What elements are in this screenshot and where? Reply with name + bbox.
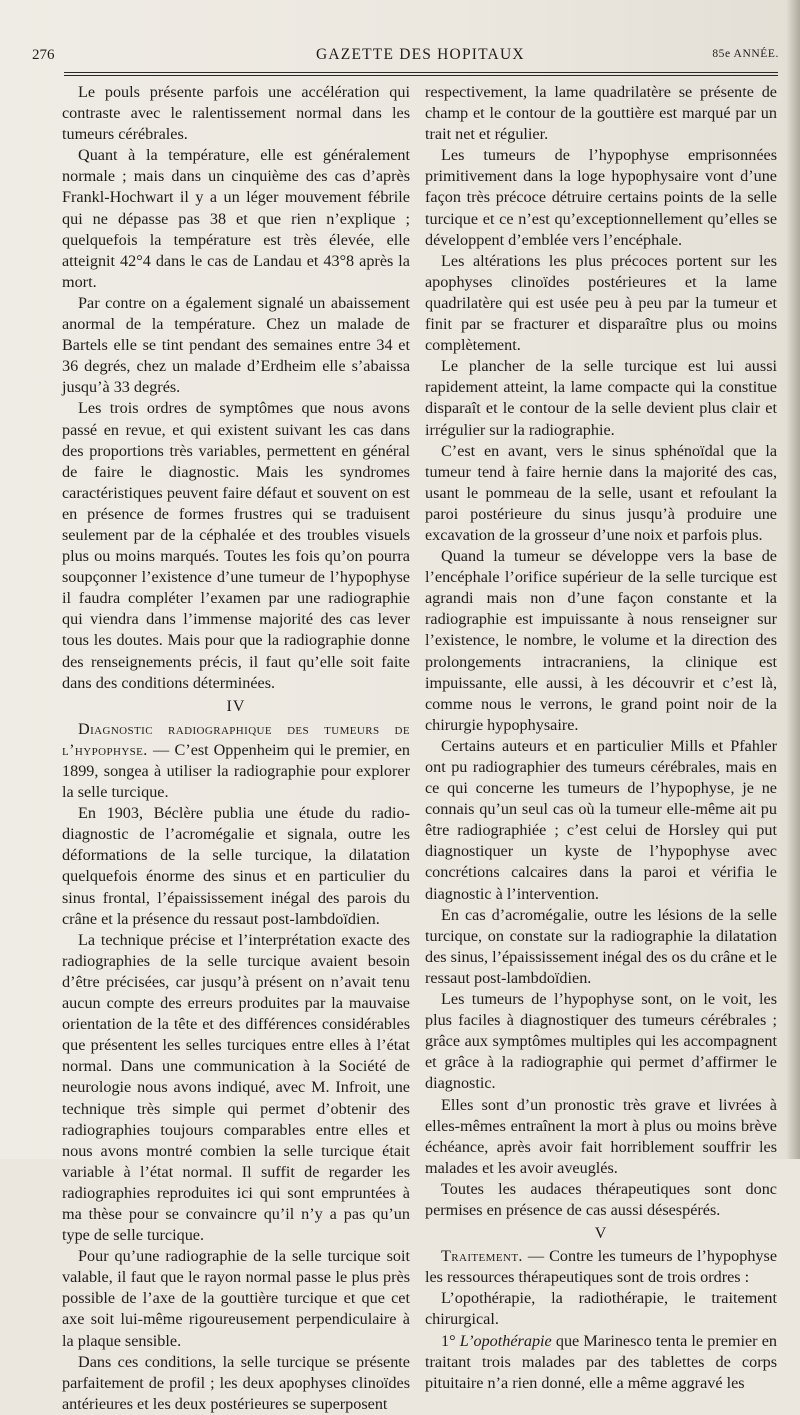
- section-number: IV: [226, 697, 246, 715]
- section-text: Contre les tumeurs de l’hypophyse les ressources thérapeutiques sont de trois ordres :: [425, 1247, 778, 1287]
- list-item: [425, 1331, 777, 1394]
- header-rule-bottom: [64, 75, 778, 76]
- item-prefix: 1°: [441, 1331, 460, 1350]
- paragraph: En cas d’acromégalie, outre les lésions de la selle turcique, on constate sur la radiographie la dilatation des sinus, l’épaississement inégal des os du crâne et le ressaut post-lambdoïdien.: [425, 905, 777, 987]
- journal-title: GAZETTE DES HOPITAUX: [316, 46, 525, 63]
- paragraph: respectivement, la lame quadrilatère se présente de champ et le contour de la gouttière est marqué par un trait net et régulier.: [425, 83, 777, 144]
- section-number: V: [594, 1225, 608, 1243]
- right-column: [425, 82, 777, 1394]
- paragraph: C’est en avant, vers le sinus sphénoïdal que la tumeur tend à faire hernie dans la majorité des cas, usant le pommeau de la selle, usant et refoulant la paroi postérieure du sinus jusqu’à produire une excavation de la grosseur d’une noix et parfois plus.: [425, 441, 777, 544]
- page-number: 276: [32, 47, 55, 63]
- paragraph: Le plancher de la selle turcique est lui aussi rapidement atteint, la lame compacte qui la constitue disparaît et le contour de la selle devient plus clair et irrégulier sur la radiographie.: [425, 357, 777, 439]
- item-text: que Marinesco tenta le premier en traitant trois malades par des tablettes de corps pituitaire n’a rien donné, elle a même aggravé les: [425, 1331, 777, 1392]
- paragraph: Certains auteurs et en particulier Mills et Pfahler ont pu radiographier des tumeurs cérébrales, mais en ce qui concerne les tumeurs de l’hypophyse, je ne connais qu’un seul cas où la tumeur elle-même ait pu être radiographiée ; c’est celui de Horsley qui put diagnostiquer un kyste de l’hypophyse avec concrétions calcaires dans la paroi et vérifia le diagnostic à l’intervention.: [425, 736, 777, 903]
- header-rule-top: [64, 72, 778, 73]
- paragraph: Quand la tumeur se développe vers la base de l’encéphale l’orifice supérieur de la selle turcique est agrandi mais non d’une façon constante et la radiographie est impuissante à nous renseigner sur l’existence, le nombre, le volume et la direction des prolongements intracraniens, la clinique est impuissante, elle aussi, à les découvrir et c’est là, comme nous le verrons, le grand point noir de la chirurgie hypophysaire.: [425, 547, 777, 734]
- paragraph: Toutes les audaces thérapeutiques sont donc permises en présence de cas aussi désespérés.: [425, 1179, 777, 1219]
- section-heading: Diagnostic radiographique des tumeurs de l’hypophyse. —: [62, 719, 410, 759]
- paragraph: En 1903, Béclère publia une étude du radio-diagnostic de l’acromégalie et signala, outre les déformations de la selle turcique, la dilatation quelquefois énorme des sinus et en particulier du sinus frontal, l’épaississement inégal des parois du crâne et la présence du ressaut post-lambdoïdien.: [62, 804, 410, 928]
- paragraph: L’opothérapie, la radiothérapie, le traitement chirurgical.: [425, 1289, 777, 1329]
- paragraph: Les tumeurs de l’hypophyse emprisonnées primitivement dans la loge hypophysaire vont d’une façon très précoce détruire certains points de la selle turcique et ce n’est qu’exceptionnellement qu’elles se développent d’emblée vers l’encéphale.: [425, 146, 777, 249]
- paragraph: Quant à la température, elle est généralement normale ; mais dans un cinquième des cas d’après Frankl-Hochwart il y a un léger mouvement fébrile qui ne dépasse pas 38 et que rien n’explique ; quelquefois la température est très élevée, elle atteignit 42°4 dans le cas de Landau et 43°8 après la mort.: [62, 146, 410, 291]
- paragraph: Le pouls présente parfois une accélération qui contraste avec le ralentissement normal dans les tumeurs cérébrales.: [62, 83, 410, 144]
- paragraph: Les tumeurs de l’hypophyse sont, on le voit, les plus faciles à diagnostiquer des tumeurs cérébrales ; grâce aux symptômes multiples qui les accompagnent et grâce à la radiographie qui permet d’affirmer le diagnostic.: [425, 990, 777, 1093]
- paragraph: Pour qu’une radiographie de la selle turcique soit valable, il faut que le rayon normal passe le plus près possible de l’axe de la gouttière turcique et que cet axe soit lui-même rigoureusement perpendiculaire à la plaque sensible.: [62, 1247, 410, 1350]
- section-text: C’est Oppenheim qui le premier, en 1899, songea à utiliser la radiographie pour explorer la selle turcique.: [62, 740, 410, 802]
- paragraph: Dans ces conditions, la selle turcique se présente parfaitement de profil ; les deux apophyses clinoïdes antérieures et les deux postérieures se superposent: [62, 1352, 410, 1413]
- section-heading-paragraph: [425, 1246, 777, 1288]
- paragraph: Les trois ordres de symptômes que nous avons passé en revue, et qui existent suivant les cas dans des proportions très variables, permettent en général de faire le diagnostic. Mais les syndromes caractéristiques peuvent faire défaut et souvent on est en présence de formes frustres qui se traduisent seulement par de la céphalée et des troubles visuels plus ou moins marqués. Toutes les fois qu’on pourra soupçonner l’existence d’une tumeur de l’hypophyse il faudra compléter l’examen par une radiographie qui viendra dans l’immense majorité des cas lever tous les doutes. Mais pour que la radiographie donne des renseignements précis, il faut qu’elle soit faite dans des conditions déterminées.: [62, 399, 410, 692]
- left-column: [62, 82, 410, 1415]
- paragraph: Les altérations les plus précoces portent sur les apophyses clinoïdes postérieures et la lame quadrilatère qui est usée peu à peu par la tumeur et finit par se fracturer et disparaître plus ou moins complètement.: [425, 251, 777, 355]
- running-header: [30, 44, 785, 68]
- paragraph: La technique précise et l’interprétation exacte des radiographies de la selle turcique avaient besoin d’être précisées, car jusqu’à présent on n’avait tenu aucun compte des erreurs produites par la mauvaise orientation de la tête et des différences considérables que présentent les selles turciques entre elles à l’état normal. Dans une communication à la Société de neurologie nous avons indiqué, avec M. Infroit, une technique très simple qui permet d’obtenir des radiographies toujours comparables entre elles et nous avons montré combien la selle turcique était variable à l’état normal. Il suffit de regarder les radiographies reproduites ici qui sont empruntées à ma thèse pour se convaincre qu’il n’y a pas qu’un type de selle turcique.: [62, 930, 410, 1245]
- page-edge-shadow: [786, 0, 800, 1159]
- issue-year: 85e ANNÉE.: [712, 48, 779, 60]
- section-heading-paragraph: [62, 719, 410, 803]
- paragraph: Par contre on a également signalé un abaissement anormal de la température. Chez un malade de Bartels elle se tint pendant des semaines entre 34 et 36 degrés, chez un malade d’Erdheim elle s’abaissa jusqu’à 33 degrés.: [62, 293, 410, 397]
- section-heading: Traitement. —: [441, 1247, 545, 1266]
- item-title: L’opothérapie: [459, 1331, 552, 1350]
- paragraph: Elles sont d’un pronostic très grave et livrées à elles-mêmes entraînent la mort à plus ou moins brève échéance, après avoir fait horriblement souffrir les malades et les avoir aveuglés.: [425, 1095, 777, 1177]
